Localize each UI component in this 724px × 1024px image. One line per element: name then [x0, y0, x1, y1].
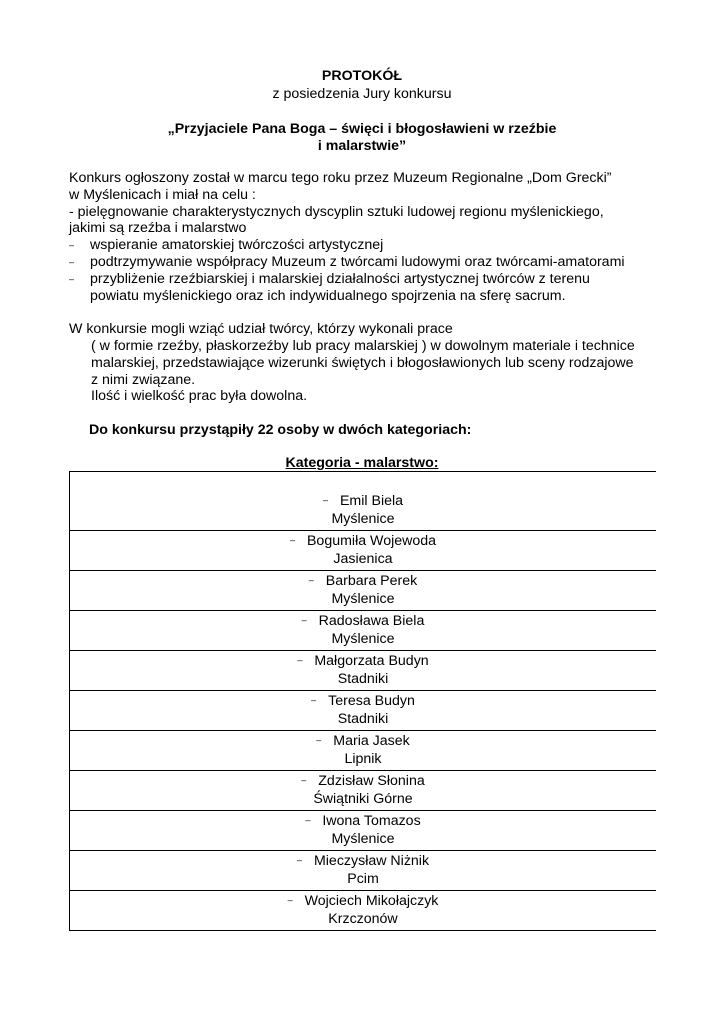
goal-bullet: podtrzymywanie współpracy Muzeum z twórcami ludowymi oraz twórcami-amatorami [90, 254, 625, 270]
participant-cell [70, 851, 657, 891]
participants-table [69, 471, 656, 931]
participant-cell [70, 651, 657, 691]
bullet-dash: – [308, 575, 314, 585]
table-row [70, 571, 657, 611]
participant-name [70, 533, 656, 551]
participant-name [70, 493, 656, 511]
bullet-dash: – [69, 240, 75, 250]
participant-cell [70, 771, 657, 811]
table-row [70, 611, 657, 651]
participant-place: Myślenice [331, 831, 395, 847]
table-row [70, 731, 657, 771]
bullet-dash: – [69, 274, 75, 284]
goal-bullet: przybliżenie rzeźbiarskiej i malarskiej działalności artystycznej twórców z terenu [90, 271, 590, 287]
table-row [70, 891, 657, 931]
intro-line: w Myślenicach i miał na celu : [69, 187, 256, 203]
participant-cell [70, 731, 657, 771]
bullet-dash: – [69, 257, 75, 267]
conditions-line: ( w formie rzeźby, płaskorzeźby lub pracy malarskiej ) w dowolnym materiale i technice [91, 338, 635, 354]
participant-name-text: Maria Jasek [333, 733, 410, 749]
participant-name-text: Zdzisław Słonina [318, 773, 425, 789]
bullet-dash: – [297, 655, 303, 665]
conditions-line: W konkursie mogli wziąć udział twórcy, którzy wykonali prace [69, 321, 453, 337]
bullet-dash: – [316, 735, 322, 745]
bullet-dash: – [287, 895, 293, 905]
participant-name [70, 893, 656, 911]
conditions-line: malarskiej, przedstawiające wizerunki świętych i błogosławionych lub sceny rodzajowe [91, 355, 634, 371]
participant-name-text: Radosława Biela [318, 613, 425, 629]
table-row [70, 771, 657, 811]
participant-cell [70, 472, 657, 531]
participant-name [70, 853, 656, 871]
participant-name-text: Wojciech Mikołajczyk [304, 893, 439, 909]
participant-name [70, 813, 656, 831]
participants-heading: Do konkursu przystąpiły 22 osoby w dwóch kategoriach: [89, 422, 472, 438]
participant-name [70, 733, 656, 751]
participant-name [70, 693, 656, 711]
bullet-dash: – [296, 855, 302, 865]
participant-name-text: Barbara Perek [325, 573, 418, 589]
contest-title-line2: i malarstwie” [317, 138, 407, 154]
participant-name [70, 573, 656, 591]
participant-place: Myślenice [331, 511, 395, 527]
participant-place: Pcim [347, 871, 379, 887]
category-heading: Kategoria - malarstwo: [285, 455, 439, 471]
participant-name [70, 613, 656, 631]
table-row [70, 472, 657, 531]
participant-name-text: Emil Biela [339, 493, 404, 509]
goal-bullet-continuation: powiatu myślenickiego oraz ich indywidualnego spojrzenia na sferę sacrum. [90, 288, 566, 304]
conditions-line: z nimi związane. [91, 372, 196, 388]
participant-place: Stadniki [337, 711, 389, 727]
participant-name-text: Małgorzata Budyn [314, 653, 429, 669]
participant-cell [70, 891, 657, 931]
bullet-dash: – [322, 495, 328, 505]
participant-place: Jasienica [333, 551, 393, 567]
table-row [70, 811, 657, 851]
goal-bullet: wspieranie amatorskiej twórczości artystycznej [90, 237, 384, 253]
intro-line: Konkurs ogłoszony został w marcu tego roku przez Muzeum Regionalne „Dom Grecki” [69, 170, 612, 186]
participant-name-text: Bogumiła Wojewoda [306, 533, 437, 549]
bullet-dash: – [305, 815, 311, 825]
participant-place: Krzczonów [328, 911, 398, 927]
bullet-dash: – [289, 535, 295, 545]
participant-cell [70, 811, 657, 851]
table-row [70, 531, 657, 571]
participant-cell [70, 531, 657, 571]
bullet-dash: – [301, 615, 307, 625]
participant-name [70, 653, 656, 671]
participant-name [70, 773, 656, 791]
participant-cell [70, 611, 657, 651]
table-row [70, 651, 657, 691]
participant-name-text: Mieczysław Niżnik [313, 853, 430, 869]
document-title: PROTOKÓŁ [321, 68, 403, 84]
participant-cell [70, 691, 657, 731]
participant-place: Świątniki Górne [313, 791, 413, 807]
participant-place: Stadniki [337, 671, 389, 687]
participant-place: Myślenice [331, 631, 395, 647]
document-subtitle: z posiedzenia Jury konkursu [272, 86, 452, 102]
participant-name-text: Teresa Budyn [328, 693, 415, 709]
bullet-dash: – [301, 775, 307, 785]
participant-place: Lipnik [344, 751, 382, 767]
conditions-line: Ilość i wielkość prac była dowolna. [91, 388, 308, 404]
participant-cell [70, 571, 657, 611]
participant-place: Myślenice [331, 591, 395, 607]
contest-title-line1: „Przyjaciele Pana Boga – święci i błogosławieni w rzeźbie [167, 121, 557, 137]
table-row [70, 851, 657, 891]
bullet-dash: – [311, 695, 317, 705]
intro-line: - pielęgnowanie charakterystycznych dyscyplin sztuki ludowej regionu myślenickiego, [69, 204, 604, 220]
participant-name-text: Iwona Tomazos [322, 813, 421, 829]
table-row [70, 691, 657, 731]
intro-line: jakimi są rzeźba i malarstwo [69, 220, 247, 236]
